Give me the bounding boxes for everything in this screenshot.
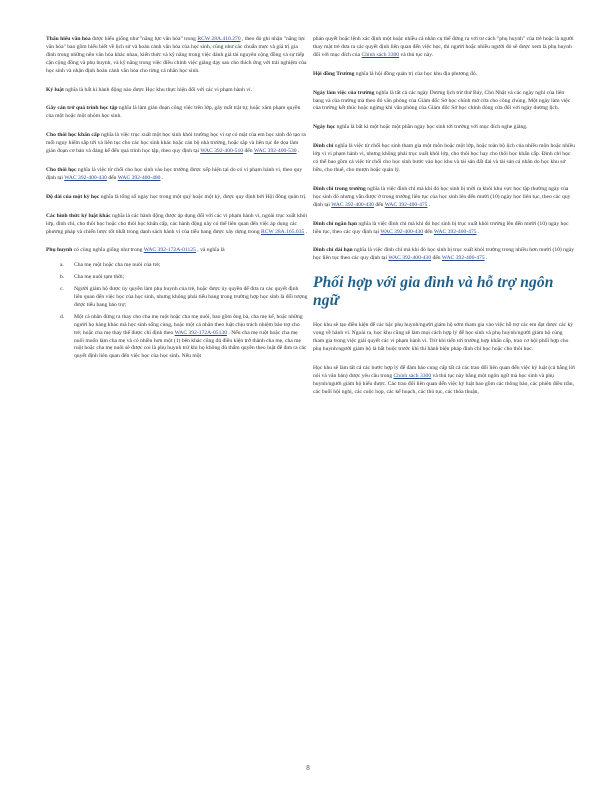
definition-disruption: Gây cản trở quá trình học tập nghĩa là làm gián đoạn công việc trên lớp, gây mất trật tự, hoặc xâm phạm quyền của một hoặc một nhóm học sinh.	[46, 105, 301, 120]
definition-school-board: Hội đồng Trường nghĩa là hội đồng quản trị của học khu địa phương đó.	[313, 70, 478, 77]
parent-definition-continued: phán quyết hoặc lệnh xác định một hoặc nhiều cá nhân cụ thể đứng ra với tư cách "phụ huynh" của trẻ hoặc là người thay mặt trẻ đưa ra các quyết định liên quan đến việc học, thì người hoặc nhiều người đó sẽ được xem là phụ huynh đối với mục đích của Chính sách 3300 và thủ tục này.	[313, 36, 574, 58]
section-heading: Phối hợp với gia đình và hỗ trợ ngôn ngữ	[313, 274, 554, 310]
definition-short-term-suspension: Đình chỉ ngắn hạn nghĩa là việc đình chỉ mà khi đó học sinh bị trục xuất khỏi trường lên đến mười (10) ngày học liên tục, theo các quy định tại WAC 392-400-430 đến WAC 392-400-475 .	[313, 220, 569, 235]
definition-discipline: Kỷ luật nghĩa là bất kì hành động nào được Học khu thực hiện đối với các vi phạm hành vi.	[46, 86, 253, 93]
definition-other-forms: Các hình thức kỷ luật khác nghĩa là các hành động được áp dụng đối với các vi phạm hành vi, ngoài trục xuất khỏi lớp, đình chỉ, cho thôi học hoặc cho thôi học khẩn cấp, các hành động này có thể liên quan đến việc áp dụng các phương pháp và chiến lược tốt nhất trong danh sách hành vi của tiểu bang được xây dựng trong RCW 28A.165.035 .	[46, 212, 308, 235]
list-item: d. Một cá nhân đứng ra thay cho cha mẹ ruột hoặc cha mẹ nuôi, bao gồm ông bà, cha mẹ kế, hoặc những người họ hàng khác mà học sinh sống cùng, hoặc một cá nhân theo luật chịu trách nhiệm bảo trợ cho trẻ; hoặc cha mẹ thay thế được chỉ định theo WAC 392-172A-05130 . Nếu cha mẹ ruột hoặc cha mẹ nuôi muốn làm cha mẹ và có nhiều hơn một (1) bên khác cũng đủ điều kiện trở thành cha mẹ, cha mẹ ruột hoặc cha mẹ nuôi sẽ được coi là phụ huynh trừ khi họ không đủ thẩm quyền theo luật để đưa ra các quyết định liên quan đến việc học của học sinh. Nếu một	[60, 313, 307, 360]
right-column	[313, 36, 575, 407]
language-assistance-paragraph: Học khu sẽ làm tất cả các bước hợp lý để đảm bảo cung cấp tất cả các trao đổi liên quan đến việc kỷ luật (cả bằng lời nói và văn bản) được yêu cầu trong Chính sách 3300 và thủ tục này bằng một ngôn ngữ mà học sinh và phụ huynh/người giám hộ hiểu được. Các trao đổi liên quan đến việc kỷ luật bao gồm các thông báo, các phiên điều trần, các buổi hội nghị, các cuộc họp, các kế hoạch, các thủ tục, các thỏa thuận,	[313, 364, 575, 395]
definition-expulsion: Cho thôi học nghĩa là việc từ chối cho học sinh vào học trường được xếp hiện tại do có vi phạm hành vi, theo quy định tại WAC 392-400-430 đến WAC 392-400-480 .	[46, 166, 303, 181]
definition-in-school-suspension: Đình chỉ trong trường nghĩa là việc đình chỉ mà khi đó học sinh bị mời ra khỏi khu vực học tập thường ngày của học sinh đó nhưng vẫn được ở trong trường liên tục của học sinh lên đến mười (10) ngày học liên tục, theo các quy định tại WAC 392-400-430 đến WAC 392-400-475 .	[313, 185, 571, 208]
page-number: 8	[306, 764, 310, 772]
definition-suspension: Đình chỉ nghĩa là việc từ chối học sinh tham gia một môn hoặc một lớp, hoặc toàn bộ lịch của nhiều môn hoặc nhiều lớp vì vi phạm hành vi, nhưng không phải trục xuất khỏi lớp, cho thôi học hay cho thôi học khẩn cấp. Đình chỉ học có thể bao gồm cả việc từ chối cho học sinh bước vào học khu và tài sản đất đai và tài sản cá nhân do học khu sở hữu, cho thuê, cho mượn hoặc quản lý.	[313, 143, 575, 173]
definition-emergency-expulsion: Cho thôi học khẩn cấp nghĩa là việc trục xuất một học sinh khỏi trường học vì sự có mặt của em học sinh đó tạo ra mối nguy hiểm sắp tới và liên tục cho các học sinh khác hoặc cán bộ nhà trường, hoặc sắp và liên tục đe dọa làm gián đoạn cơ bản và đáng kể đến quá trình học tập, theo quy định tại WAC 392-400-510 đến WAC 392-400-530 .	[46, 132, 306, 155]
definition-cultural-competence: Thẩu hiểu văn hóa được hiểu giống như "năng lực văn hóa" trong RCW 28A.410.270 , theo đó ghi nhận "năng lực văn hóa" bao gồm hiểu biết về lịch sử và hoàn cảnh văn hóa của học sinh, cũng như các chuẩn mực và giá trị gia đình trong những nền văn hóa khác nhau, kiến thức và kỹ năng trong việc đánh giá tài nguyên cộng đồng và sự tiếp cận cộng đồng và phụ huynh, và kỹ năng trong việc điều chỉnh việc giảng dạy sao cho thích ứng với trải nghiệm của học sinh và nhận định hoàn cảnh văn hóa cho từng cá nhân học sinh.	[46, 36, 307, 74]
list-item: b. Cha mẹ nuôi tạm thời;	[60, 274, 125, 281]
definition-school-business-day: Ngày làm việc của trường nghĩa là tất cả các ngày Dương lịch trừ thứ Bảy, Chủ Nhật và các ngày nghỉ của liên bang và của trường mà theo đó văn phòng của Giám đốc Sở học chính mở cửa cho công chúng. Một ngày làm việc của trường kết thúc hoặc ngừng khi văn phòng của Giám đốc Sở học chính đóng cửa đối với ngày dương lịch.	[313, 89, 571, 112]
definition-long-term-suspension: Đình chỉ dài hạn nghĩa là việc đình chỉ mà khi đó học sinh bị trục xuất khỏi trường trong nhiều hơn mười (10) ngày học liên tục theo các quy định tại WAC 392-400-430 đến WAC 392-400-475 .	[313, 247, 575, 262]
list-item: a. Cha mẹ ruột hoặc cha mẹ nuôi của trẻ;	[60, 262, 161, 269]
definition-school-day: Ngày học nghĩa là bất kì một hoặc một phần ngày học sinh tới trường với mục đích nghe giảng.	[313, 124, 528, 131]
left-column	[46, 36, 308, 372]
definition-academic-term: Độ dài của một kỳ học nghĩa là tổng số ngày học trong một quý hoặc một kỳ, được quy định bởi Hội đồng quản trị.	[46, 193, 307, 200]
parent-definition-list	[46, 262, 308, 361]
list-item: c. Người giám hộ được ủy quyền làm phụ huynh của trẻ, hoặc được ủy quyền để đưa ra các quyết định liên quan đến việc học của học sinh, nhưng không phải tiểu bang trong trường hợp học sinh là đối tượng được tiểu bang bảo trợ;	[60, 286, 308, 308]
definition-parent: Phụ huynh có cùng nghĩa giống như trong WAC 392-172A-01125 , và nghĩa là	[46, 247, 225, 254]
family-engagement-paragraph: Học khu sẽ tạo điều kiện để các bậc phụ huynh/người giám hộ sớm tham gia vào việc hỗ trợ các em đạt được các kỳ vọng về hành vi. Ngoài ra, học khu cũng sẽ làm mọi cách hợp lý để học sinh và phụ huynh/người giám hộ cùng tham gia trong việc giải quyết các vi phạm hành vi. Trừ khi tiến tới trường hợp khẩn cấp, trao cơ hội phối hợp cho phụ huynh/người giám hộ là bắt buộc trước khi thi hành biện pháp đình chỉ học hoặc cho thôi học.	[313, 322, 574, 352]
